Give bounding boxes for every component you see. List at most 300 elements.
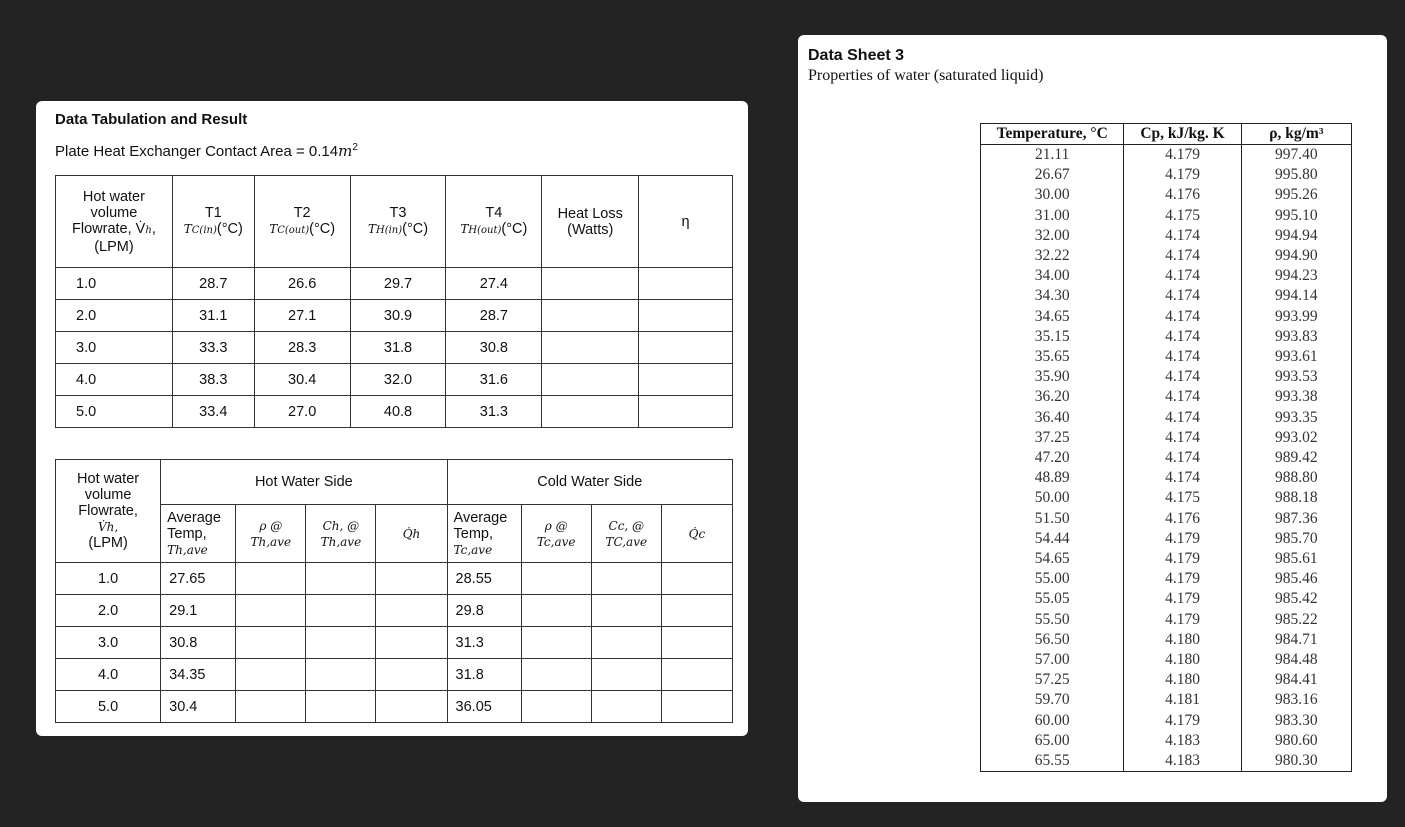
header-text: (LPM) xyxy=(94,238,134,255)
table-row xyxy=(981,751,1352,772)
cp-cell: 4.183 xyxy=(1124,731,1241,751)
cp-cell: 4.179 xyxy=(1124,549,1241,569)
cp-cell: 4.179 xyxy=(1124,145,1241,166)
cold-avg-temp-cell: 28.55 xyxy=(447,563,521,595)
header-var: T xyxy=(367,221,376,236)
header-text: Temp, xyxy=(453,525,494,542)
cold-avg-temp-cell: 36.05 xyxy=(447,691,521,723)
data-tabulation-panel xyxy=(36,101,748,736)
density-cell: 995.10 xyxy=(1241,206,1351,226)
cold-heat-rate-cell xyxy=(661,659,732,691)
temperature-cell: 32.22 xyxy=(981,246,1124,266)
temperature-cell: 55.05 xyxy=(981,589,1124,609)
table-row xyxy=(981,650,1352,670)
density-cell: 980.30 xyxy=(1241,751,1351,772)
temperature-cell: 31.00 xyxy=(981,206,1124,226)
header-var: Th,ave xyxy=(167,542,208,557)
cold-cp-cell xyxy=(591,691,661,723)
header-var: Th,ave xyxy=(320,534,362,549)
data-sheet-title: Data Sheet 3 xyxy=(808,47,905,64)
table-row xyxy=(56,300,733,332)
temperature-cell: 30.9 xyxy=(350,300,446,332)
density-cell: 994.94 xyxy=(1241,226,1351,246)
header-var: Tc,ave xyxy=(536,534,576,549)
temperature-cell: 27.1 xyxy=(254,300,350,332)
table-row xyxy=(56,659,733,691)
table-row xyxy=(56,268,733,300)
header-temperature: Temperature, °C xyxy=(981,124,1124,145)
efficiency-cell xyxy=(639,396,733,428)
table-row xyxy=(981,589,1352,609)
flowrate-cell: 1.0 xyxy=(56,268,173,300)
header-text xyxy=(351,221,446,239)
cp-cell: 4.183 xyxy=(1124,751,1241,772)
spacer-cell xyxy=(350,428,446,458)
header-var: Tc,ave xyxy=(453,542,493,557)
spacer-cell xyxy=(639,428,733,458)
header-text: Hot water xyxy=(77,471,140,487)
temperature-cell: 21.11 xyxy=(981,145,1124,166)
header-var: ρ @ xyxy=(259,518,283,533)
temperature-cell: 57.00 xyxy=(981,650,1124,670)
density-cell: 995.80 xyxy=(1241,165,1351,185)
density-cell: 980.60 xyxy=(1241,731,1351,751)
header-var: ρ @ xyxy=(544,518,568,533)
table-row xyxy=(981,387,1352,407)
header-text: (Watts) xyxy=(567,221,614,238)
temperature-cell: 54.65 xyxy=(981,549,1124,569)
temperature-cell: 57.25 xyxy=(981,670,1124,690)
flowrate-cell: 3.0 xyxy=(56,332,173,364)
header-text: Hot water xyxy=(82,188,145,205)
header-text: T4 xyxy=(485,204,503,221)
hot-heat-rate-cell xyxy=(376,595,447,627)
density-cell: 993.61 xyxy=(1241,347,1351,367)
hot-density-cell xyxy=(236,691,306,723)
temperature-cell: 32.00 xyxy=(981,226,1124,246)
cp-cell: 4.174 xyxy=(1124,307,1241,327)
cp-cell: 4.174 xyxy=(1124,408,1241,428)
cold-density-cell xyxy=(521,595,591,627)
flowrate-cell: 4.0 xyxy=(56,364,173,396)
contact-area-exponent: 2 xyxy=(352,142,358,153)
temperature-cell: 27.4 xyxy=(446,268,542,300)
table-row xyxy=(981,670,1352,690)
temperature-cell: 60.00 xyxy=(981,711,1124,731)
header-text: (LPM) xyxy=(88,535,128,551)
contact-area-line xyxy=(55,142,358,160)
header-sub: H(in) xyxy=(375,224,403,236)
header-cold-heat-rate: Q̇c xyxy=(661,505,732,563)
density-cell: 997.40 xyxy=(1241,145,1351,166)
efficiency-cell xyxy=(639,300,733,332)
table-row xyxy=(981,711,1352,731)
temperature-cell: 34.65 xyxy=(981,307,1124,327)
header-heat-loss xyxy=(542,176,639,268)
temperature-cell: 28.7 xyxy=(446,300,542,332)
header-cold-density xyxy=(521,505,591,563)
density-cell: 984.41 xyxy=(1241,670,1351,690)
contact-area-label: Plate Heat Exchanger Contact Area = 0.14 xyxy=(55,143,339,160)
temperature-cell: 30.8 xyxy=(446,332,542,364)
temperature-cell: 34.00 xyxy=(981,266,1124,286)
temperature-cell: 65.55 xyxy=(981,751,1124,772)
hot-cp-cell xyxy=(306,659,376,691)
cp-cell: 4.174 xyxy=(1124,286,1241,306)
table-row xyxy=(981,165,1352,185)
density-cell: 994.14 xyxy=(1241,286,1351,306)
efficiency-cell xyxy=(639,364,733,396)
heat-loss-cell xyxy=(542,268,639,300)
temperature-cell: 31.1 xyxy=(172,300,254,332)
header-var: Ch, @ xyxy=(322,518,360,533)
density-cell: 984.71 xyxy=(1241,630,1351,650)
hot-avg-temp-cell: 30.8 xyxy=(161,627,236,659)
flowrate-cell: 2.0 xyxy=(56,300,173,332)
temperature-cell: 55.00 xyxy=(981,569,1124,589)
density-cell: 993.99 xyxy=(1241,307,1351,327)
hot-avg-temp-cell: 27.65 xyxy=(161,563,236,595)
cp-cell: 4.174 xyxy=(1124,266,1241,286)
temperature-cell: 26.67 xyxy=(981,165,1124,185)
hot-avg-temp-cell: 30.4 xyxy=(161,691,236,723)
hot-avg-temp-cell: 29.1 xyxy=(161,595,236,627)
cp-cell: 4.180 xyxy=(1124,670,1241,690)
cp-cell: 4.176 xyxy=(1124,509,1241,529)
cp-cell: 4.180 xyxy=(1124,630,1241,650)
table-row xyxy=(981,569,1352,589)
density-cell: 993.53 xyxy=(1241,367,1351,387)
table-row xyxy=(56,364,733,396)
spacer-cell xyxy=(172,428,254,458)
average-temperature-table xyxy=(55,459,733,723)
cp-cell: 4.179 xyxy=(1124,711,1241,731)
hot-heat-rate-cell xyxy=(376,659,447,691)
cold-cp-cell xyxy=(591,627,661,659)
table-row xyxy=(981,488,1352,508)
temperature-cell: 47.20 xyxy=(981,448,1124,468)
temperature-cell: 59.70 xyxy=(981,690,1124,710)
temperature-cell: 38.3 xyxy=(172,364,254,396)
spacer-cell xyxy=(542,428,639,458)
density-cell: 993.02 xyxy=(1241,428,1351,448)
efficiency-cell xyxy=(639,332,733,364)
header-hot-water-side: Hot Water Side xyxy=(161,460,447,505)
cp-cell: 4.179 xyxy=(1124,610,1241,630)
density-cell: 987.36 xyxy=(1241,509,1351,529)
table-row xyxy=(981,428,1352,448)
cold-avg-temp-cell: 31.8 xyxy=(447,659,521,691)
cold-density-cell xyxy=(521,563,591,595)
density-cell: 983.16 xyxy=(1241,690,1351,710)
header-text: Flowrate, V̇ xyxy=(72,220,146,237)
flowrate-cell: 4.0 xyxy=(56,659,161,691)
spacer-cell xyxy=(56,428,173,458)
temperature-cell: 30.4 xyxy=(254,364,350,396)
cold-avg-temp-cell: 29.8 xyxy=(447,595,521,627)
header-t2 xyxy=(254,176,350,268)
table-row xyxy=(981,509,1352,529)
cold-cp-cell xyxy=(591,563,661,595)
header-text: Flowrate, V̇h, xyxy=(72,220,156,237)
header-cold-avg-temp xyxy=(447,505,521,563)
cp-cell: 4.174 xyxy=(1124,327,1241,347)
heat-loss-cell xyxy=(542,364,639,396)
table-row xyxy=(981,327,1352,347)
table-row xyxy=(981,185,1352,205)
temperature-cell: 26.6 xyxy=(254,268,350,300)
hot-heat-rate-cell xyxy=(376,691,447,723)
header-t1 xyxy=(172,176,254,268)
header-text: volume xyxy=(90,204,138,221)
spacer-cell xyxy=(254,428,350,458)
temperature-cell: 35.90 xyxy=(981,367,1124,387)
temperature-cell: 35.15 xyxy=(981,327,1124,347)
header-density: ρ, kg/m³ xyxy=(1241,124,1351,145)
table-row xyxy=(981,408,1352,428)
header-cp: Cp, kJ/kg. K xyxy=(1124,124,1241,145)
cp-cell: 4.174 xyxy=(1124,387,1241,407)
temperature-cell: 28.3 xyxy=(254,332,350,364)
temperature-cell: 31.8 xyxy=(350,332,446,364)
cp-cell: 4.181 xyxy=(1124,690,1241,710)
temperature-cell: 27.0 xyxy=(254,396,350,428)
cold-heat-rate-cell xyxy=(661,563,732,595)
cp-cell: 4.176 xyxy=(1124,185,1241,205)
cold-cp-cell xyxy=(591,595,661,627)
table-row xyxy=(981,246,1352,266)
flowrate-cell: 5.0 xyxy=(56,396,173,428)
heat-loss-cell xyxy=(542,396,639,428)
data-sheet-subtitle: Properties of water (saturated liquid) xyxy=(808,67,1044,84)
header-t3 xyxy=(350,176,446,268)
header-text xyxy=(173,221,254,239)
cold-avg-temp-cell: 31.3 xyxy=(447,627,521,659)
table-row xyxy=(981,630,1352,650)
contact-area-unit: m xyxy=(338,142,353,160)
header-var: T xyxy=(183,221,192,236)
density-cell: 994.90 xyxy=(1241,246,1351,266)
density-cell: 988.18 xyxy=(1241,488,1351,508)
header-unit: (°C) xyxy=(216,220,243,237)
temperature-cell: 31.3 xyxy=(446,396,542,428)
data-sheet-panel xyxy=(798,35,1387,802)
density-cell: 985.70 xyxy=(1241,529,1351,549)
header-cold-cp xyxy=(591,505,661,563)
temperature-cell: 34.30 xyxy=(981,286,1124,306)
hot-avg-temp-cell: 34.35 xyxy=(161,659,236,691)
cold-heat-rate-cell xyxy=(661,691,732,723)
cp-cell: 4.174 xyxy=(1124,428,1241,448)
table-row xyxy=(56,595,733,627)
table-row xyxy=(981,367,1352,387)
density-cell: 993.38 xyxy=(1241,387,1351,407)
hot-cp-cell xyxy=(306,595,376,627)
hot-density-cell xyxy=(236,659,306,691)
temperature-cell: 29.7 xyxy=(350,268,446,300)
header-text: Average xyxy=(167,509,221,526)
header-text: Heat Loss xyxy=(557,205,623,222)
heat-loss-cell xyxy=(542,300,639,332)
temperature-cell: 33.3 xyxy=(172,332,254,364)
hot-cp-cell xyxy=(306,627,376,659)
header-sub: C(in) xyxy=(191,224,217,236)
temperature-cell: 48.89 xyxy=(981,468,1124,488)
table-row xyxy=(981,529,1352,549)
table-row xyxy=(981,610,1352,630)
header-unit: (°C) xyxy=(501,220,528,237)
temperature-table xyxy=(55,175,733,458)
table-header-row xyxy=(56,176,733,268)
table-row xyxy=(56,563,733,595)
flowrate-cell: 2.0 xyxy=(56,595,161,627)
header-hot-density xyxy=(236,505,306,563)
table-row xyxy=(56,396,733,428)
spacer-cell xyxy=(446,428,542,458)
header-text: Flowrate, xyxy=(78,503,138,519)
header-unit: (°C) xyxy=(309,220,336,237)
density-cell: 988.80 xyxy=(1241,468,1351,488)
cp-cell: 4.174 xyxy=(1124,226,1241,246)
temperature-cell: 32.0 xyxy=(350,364,446,396)
water-properties-table xyxy=(980,123,1352,772)
cold-density-cell xyxy=(521,659,591,691)
cp-cell: 4.175 xyxy=(1124,488,1241,508)
header-hot-heat-rate: Q̇h xyxy=(376,505,447,563)
table-row xyxy=(981,690,1352,710)
header-hot-avg-temp xyxy=(161,505,236,563)
cp-cell: 4.179 xyxy=(1124,165,1241,185)
header-efficiency: η xyxy=(639,176,733,268)
temperature-cell: 36.20 xyxy=(981,387,1124,407)
flowrate-cell: 5.0 xyxy=(56,691,161,723)
header-cold-water-side: Cold Water Side xyxy=(447,460,732,505)
header-text: Temp, xyxy=(167,525,207,542)
flowrate-cell: 3.0 xyxy=(56,627,161,659)
heat-loss-cell xyxy=(542,332,639,364)
temperature-cell: 30.00 xyxy=(981,185,1124,205)
cold-heat-rate-cell xyxy=(661,627,732,659)
spacer-row xyxy=(56,428,733,458)
cp-cell: 4.179 xyxy=(1124,589,1241,609)
hot-density-cell xyxy=(236,627,306,659)
temperature-cell: 65.00 xyxy=(981,731,1124,751)
header-sub: C(out) xyxy=(277,224,310,236)
header-hot-cp xyxy=(306,505,376,563)
cp-cell: 4.174 xyxy=(1124,468,1241,488)
density-cell: 985.46 xyxy=(1241,569,1351,589)
table-row xyxy=(981,731,1352,751)
hot-density-cell xyxy=(236,563,306,595)
efficiency-cell xyxy=(639,268,733,300)
temperature-cell: 28.7 xyxy=(172,268,254,300)
cp-cell: 4.174 xyxy=(1124,347,1241,367)
header-unit: (°C) xyxy=(402,220,429,237)
hot-heat-rate-cell xyxy=(376,627,447,659)
cold-cp-cell xyxy=(591,659,661,691)
header-text: T2 xyxy=(293,204,311,221)
temperature-cell: 55.50 xyxy=(981,610,1124,630)
density-cell: 989.42 xyxy=(1241,448,1351,468)
density-cell: 985.42 xyxy=(1241,589,1351,609)
hot-density-cell xyxy=(236,595,306,627)
table-row xyxy=(981,286,1352,306)
hot-heat-rate-cell xyxy=(376,563,447,595)
temperature-cell: 33.4 xyxy=(172,396,254,428)
header-text xyxy=(446,221,541,239)
temperature-cell: 31.6 xyxy=(446,364,542,396)
hot-cp-cell xyxy=(306,563,376,595)
header-text: T3 xyxy=(389,204,407,221)
header-var: T xyxy=(460,221,469,236)
cp-cell: 4.179 xyxy=(1124,529,1241,549)
density-cell: 994.23 xyxy=(1241,266,1351,286)
temperature-cell: 36.40 xyxy=(981,408,1124,428)
table-header-row xyxy=(981,124,1352,145)
density-cell: 995.26 xyxy=(1241,185,1351,205)
header-text xyxy=(255,221,350,239)
header-sub: h xyxy=(145,224,152,236)
header-flowrate xyxy=(56,176,173,268)
temperature-cell: 35.65 xyxy=(981,347,1124,367)
density-cell: 983.30 xyxy=(1241,711,1351,731)
table-row xyxy=(981,347,1352,367)
table-row xyxy=(56,627,733,659)
density-cell: 985.22 xyxy=(1241,610,1351,630)
hot-cp-cell xyxy=(306,691,376,723)
cp-cell: 4.174 xyxy=(1124,448,1241,468)
cold-density-cell xyxy=(521,691,591,723)
temperature-cell: 56.50 xyxy=(981,630,1124,650)
table-header-row xyxy=(56,460,733,505)
temperature-cell: 50.00 xyxy=(981,488,1124,508)
cp-cell: 4.175 xyxy=(1124,206,1241,226)
header-sub: H(out) xyxy=(468,224,502,236)
header-var: Cc, @ xyxy=(608,518,645,533)
table-row xyxy=(981,266,1352,286)
density-cell: 985.61 xyxy=(1241,549,1351,569)
temperature-cell: 51.50 xyxy=(981,509,1124,529)
cold-density-cell xyxy=(521,627,591,659)
header-t4 xyxy=(446,176,542,268)
header-var: Th,ave xyxy=(250,534,292,549)
header-text: T1 xyxy=(204,204,222,221)
cp-cell: 4.179 xyxy=(1124,569,1241,589)
header-text: volume xyxy=(84,487,132,503)
temperature-cell: 54.44 xyxy=(981,529,1124,549)
table-row xyxy=(56,332,733,364)
density-cell: 984.48 xyxy=(1241,650,1351,670)
table-row xyxy=(981,448,1352,468)
table-row xyxy=(56,691,733,723)
table-row xyxy=(981,549,1352,569)
table-row xyxy=(981,226,1352,246)
density-cell: 993.83 xyxy=(1241,327,1351,347)
temperature-cell: 37.25 xyxy=(981,428,1124,448)
section-title: Data Tabulation and Result xyxy=(55,111,248,128)
cold-heat-rate-cell xyxy=(661,595,732,627)
table-row xyxy=(981,206,1352,226)
table-row xyxy=(981,145,1352,166)
temperature-cell: 40.8 xyxy=(350,396,446,428)
table-row xyxy=(981,307,1352,327)
cp-cell: 4.180 xyxy=(1124,650,1241,670)
table-row xyxy=(981,468,1352,488)
header-var: V̇h, xyxy=(97,520,119,534)
cp-cell: 4.174 xyxy=(1124,367,1241,387)
header-text: Average xyxy=(453,509,508,526)
density-cell: 993.35 xyxy=(1241,408,1351,428)
